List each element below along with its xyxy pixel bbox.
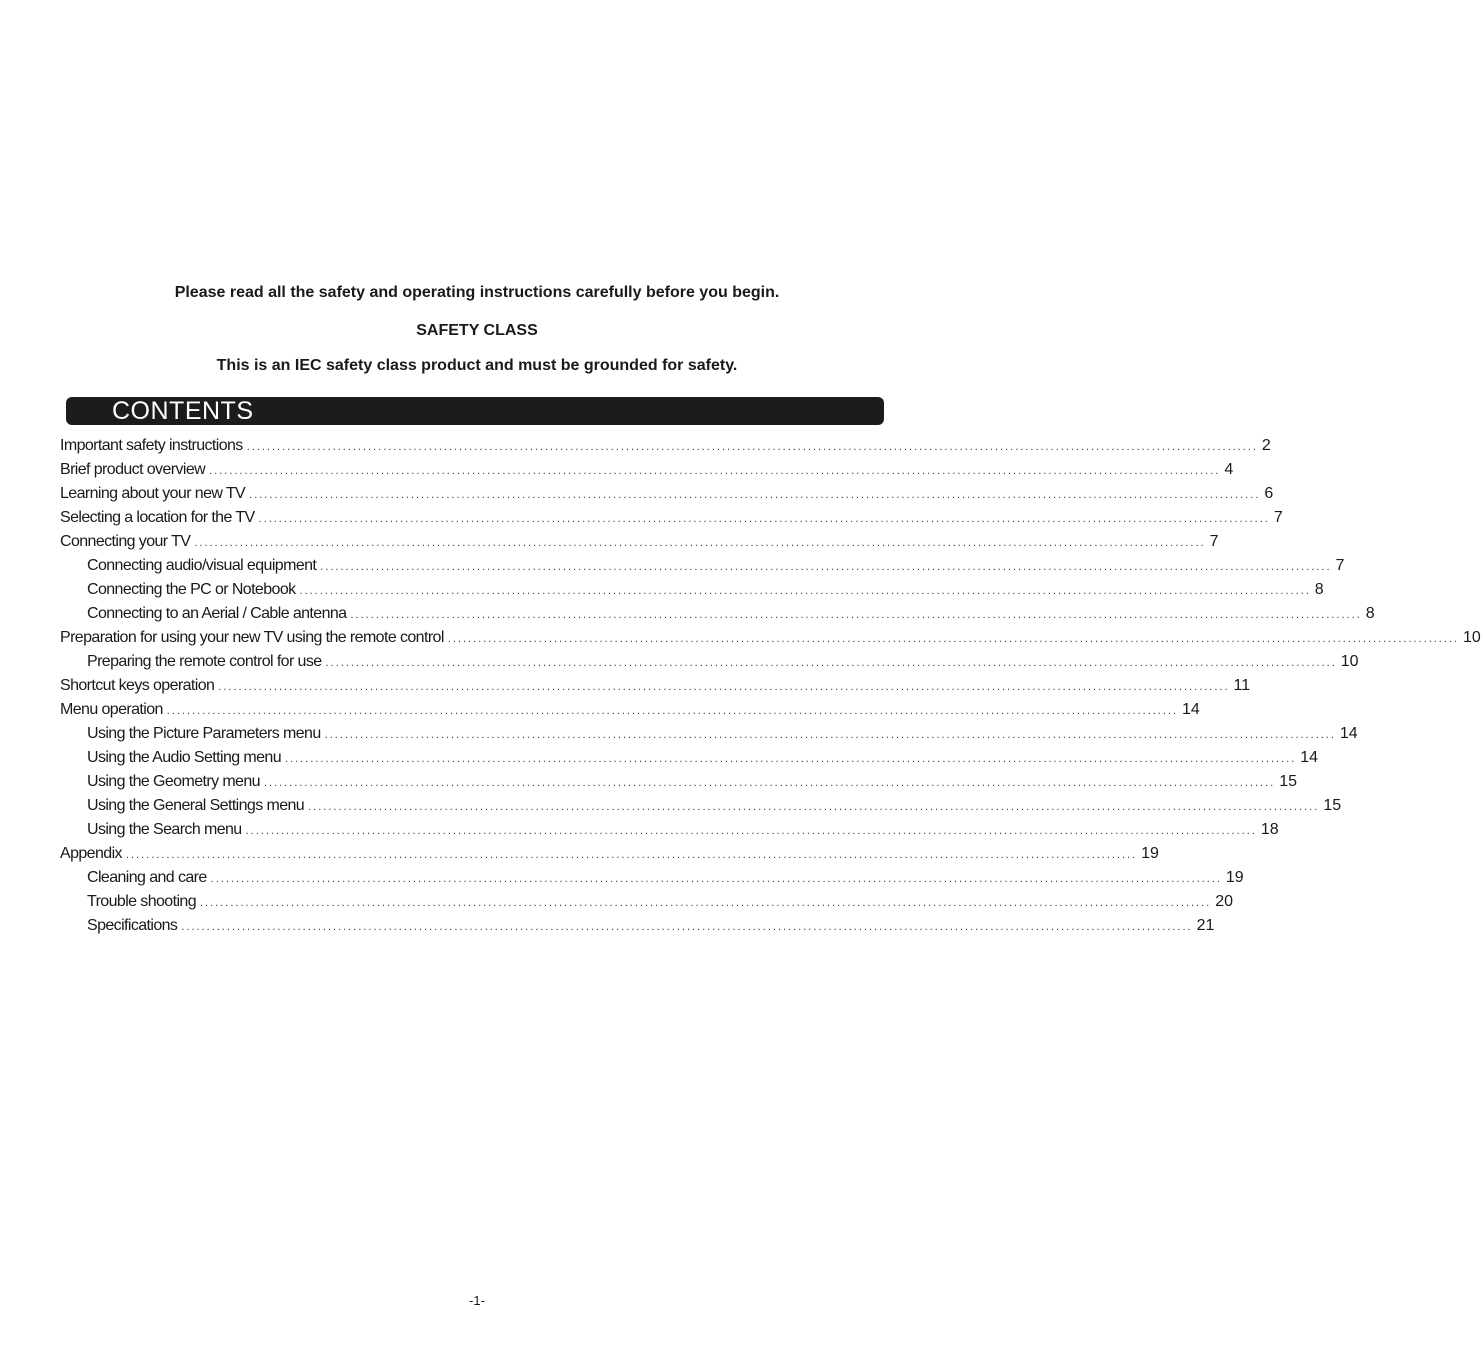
toc-entry bbox=[87, 773, 1297, 797]
toc-entry-title: Selecting a location for the TV bbox=[60, 509, 255, 526]
toc-entry bbox=[87, 605, 1375, 629]
toc-entry-page: 8 bbox=[1365, 605, 1375, 622]
toc-entry bbox=[87, 749, 1319, 773]
page-number: -1- bbox=[469, 1293, 485, 1308]
toc-entry-title: Using the Search menu bbox=[87, 821, 242, 838]
contents-title: CONTENTS bbox=[112, 397, 254, 425]
toc-leader-dots: ........................................................................................................................................................................................................ bbox=[200, 897, 1212, 909]
toc-entry bbox=[87, 821, 1279, 845]
toc-entry-page: 18 bbox=[1260, 821, 1279, 838]
toc-entry-page: 7 bbox=[1209, 533, 1219, 550]
toc-leader-dots: ........................................................................................................................................................................................................ bbox=[209, 465, 1221, 477]
toc-entry bbox=[60, 677, 1251, 701]
toc-entry-page: 7 bbox=[1273, 509, 1283, 526]
toc-leader-dots: ........................................................................................................................................................................................................ bbox=[245, 825, 1257, 837]
contents-banner bbox=[66, 397, 884, 425]
toc-entry-page: 15 bbox=[1323, 797, 1342, 814]
toc-entry-page: 19 bbox=[1141, 845, 1159, 862]
toc-entry bbox=[87, 725, 1358, 749]
toc-entry bbox=[87, 869, 1244, 893]
toc-leader-dots: ........................................................................................................................................................................................................ bbox=[249, 489, 1261, 501]
toc-entry-title: Cleaning and care bbox=[87, 869, 207, 886]
toc-entry-page: 4 bbox=[1224, 461, 1234, 478]
toc-entry bbox=[60, 437, 1271, 461]
toc-entry bbox=[87, 557, 1345, 581]
toc-leader-dots: ........................................................................................................................................................................................................ bbox=[308, 801, 1320, 813]
toc-entry-title: Using the Picture Parameters menu bbox=[87, 725, 321, 742]
toc-entry bbox=[87, 653, 1359, 677]
toc-entry bbox=[60, 533, 1219, 557]
toc-entry bbox=[60, 461, 1234, 485]
toc-entry-page: 10 bbox=[1463, 629, 1481, 646]
toc-leader-dots: ........................................................................................................................................................................................................ bbox=[320, 561, 1332, 573]
toc-entry-title: Important safety instructions bbox=[60, 437, 243, 454]
toc-entry-title: Connecting the PC or Notebook bbox=[87, 581, 296, 598]
toc-entry bbox=[87, 917, 1215, 941]
toc-entry-page: 6 bbox=[1264, 485, 1274, 502]
toc-leader-dots: ........................................................................................................................................................................................................ bbox=[125, 849, 1138, 861]
toc-entry bbox=[87, 797, 1342, 821]
toc-entry bbox=[87, 893, 1234, 917]
toc-entry-title: Learning about your new TV bbox=[60, 485, 246, 502]
toc-leader-dots: ........................................................................................................................................................................................................ bbox=[324, 729, 1336, 741]
safety-class-heading: SAFETY CLASS bbox=[416, 322, 538, 339]
toc-entry bbox=[60, 485, 1274, 509]
toc-entry-title: Preparing the remote control for use bbox=[87, 653, 322, 670]
toc-entry-page: 19 bbox=[1225, 869, 1244, 886]
toc-entry-title: Connecting your TV bbox=[60, 533, 191, 550]
toc-entry bbox=[87, 581, 1324, 605]
intro-instruction: Please read all the safety and operating instructions carefully before you begin. bbox=[174, 284, 780, 301]
toc-leader-dots: ........................................................................................................................................................................................................ bbox=[299, 585, 1311, 597]
toc-entry bbox=[60, 845, 1159, 869]
toc-leader-dots: ........................................................................................................................................................................................................ bbox=[285, 753, 1297, 765]
safety-class-statement: This is an IEC safety class product and must be grounded for safety. bbox=[216, 357, 738, 374]
toc-leader-dots: ........................................................................................................................................................................................................ bbox=[194, 537, 1206, 549]
toc-leader-dots: ........................................................................................................................................................................................................ bbox=[258, 513, 1270, 525]
toc-entry-page: 21 bbox=[1196, 917, 1215, 934]
toc-entry-page: 14 bbox=[1339, 725, 1358, 742]
toc-entry-title: Appendix bbox=[60, 845, 122, 862]
toc-entry bbox=[60, 629, 1481, 653]
toc-entry-title: Brief product overview bbox=[60, 461, 206, 478]
toc-entry-title: Using the Geometry menu bbox=[87, 773, 260, 790]
toc-entry-title: Preparation for using your new TV using the remote control bbox=[60, 629, 444, 646]
toc-leader-dots: ........................................................................................................................................................................................................ bbox=[218, 681, 1230, 693]
toc-leader-dots: ........................................................................................................................................................................................................ bbox=[210, 873, 1222, 885]
toc-leader-dots: ........................................................................................................................................................................................................ bbox=[325, 657, 1337, 669]
toc-entry-page: 10 bbox=[1340, 653, 1359, 670]
toc-leader-dots: ........................................................................................................................................................................................................ bbox=[350, 609, 1362, 621]
toc-leader-dots: ........................................................................................................................................................................................................ bbox=[166, 705, 1179, 717]
toc-entry-title: Shortcut keys operation bbox=[60, 677, 215, 694]
toc-entry-page: 15 bbox=[1279, 773, 1297, 790]
toc-entry-page: 14 bbox=[1182, 701, 1200, 718]
toc-entry-title: Connecting to an Aerial / Cable antenna bbox=[87, 605, 347, 622]
toc-leader-dots: ........................................................................................................................................................................................................ bbox=[246, 441, 1258, 453]
toc-entry-title: Menu operation bbox=[60, 701, 163, 718]
toc-entry bbox=[60, 701, 1200, 725]
toc-entry-page: 7 bbox=[1335, 557, 1345, 574]
toc-entry-page: 20 bbox=[1215, 893, 1234, 910]
toc-entry bbox=[60, 509, 1283, 533]
toc-entry-page: 14 bbox=[1300, 749, 1319, 766]
toc-leader-dots: ........................................................................................................................................................................................................ bbox=[263, 777, 1276, 789]
toc-entry-title: Using the General Settings menu bbox=[87, 797, 305, 814]
toc-leader-dots: ........................................................................................................................................................................................................ bbox=[181, 921, 1193, 933]
toc-entry-title: Trouble shooting bbox=[87, 893, 196, 910]
toc-entry-page: 11 bbox=[1233, 677, 1251, 694]
toc-entry-title: Specifications bbox=[87, 917, 178, 934]
toc-entry-page: 2 bbox=[1261, 437, 1271, 454]
toc-entry-page: 8 bbox=[1314, 581, 1324, 598]
toc-entry-title: Using the Audio Setting menu bbox=[87, 749, 282, 766]
toc-entry-title: Connecting audio/visual equipment bbox=[87, 557, 317, 574]
toc-leader-dots: ........................................................................................................................................................................................................ bbox=[447, 633, 1460, 645]
